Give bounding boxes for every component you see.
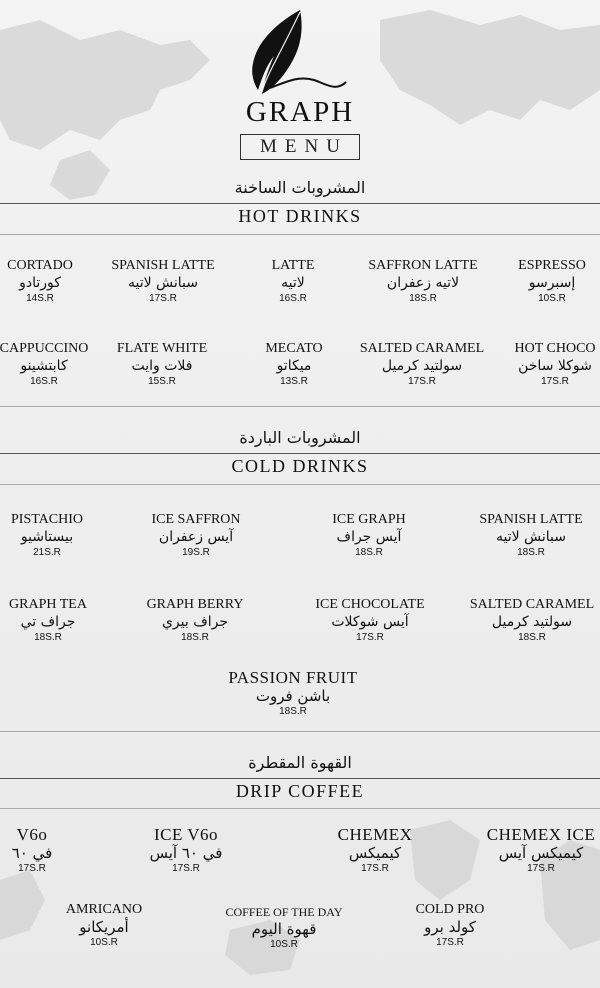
item-name: FLATE WHITE — [116, 341, 208, 356]
feather-logo-icon — [0, 6, 600, 96]
drip-section-divider — [0, 778, 600, 779]
menu-item-amricano — [66, 902, 142, 949]
item-name-ar: كيميكس آيس — [498, 844, 584, 862]
brand-name: GRAPH — [245, 96, 355, 128]
cold-section-divider — [0, 453, 600, 454]
item-price: 17S.R — [172, 863, 200, 874]
item-name-ar: كابتشينو — [20, 358, 68, 374]
menu-item-ice-v60 — [150, 825, 223, 875]
item-price: 17S.R — [149, 293, 177, 304]
item-name-ar: سولتيد كرميل — [491, 614, 573, 630]
item-name-ar: جراف بيري — [161, 614, 229, 630]
item-name: ICE GRAPH — [332, 512, 406, 527]
menu-item-coffee-of-the-day — [225, 904, 342, 951]
item-price: 18S.R — [181, 632, 209, 643]
item-name: GRAPH BERRY — [146, 597, 244, 612]
menu-item-spanish-latte — [111, 258, 214, 305]
menu-item-spanish-latte — [479, 512, 582, 559]
item-price: 19S.R — [182, 547, 210, 558]
item-price: 17S.R — [408, 376, 436, 387]
item-price: 18S.R — [355, 547, 383, 558]
item-price: 16S.R — [30, 376, 58, 387]
menu-item-hot-choco — [514, 341, 595, 388]
item-name-ar: سولتيد كرميل — [381, 358, 463, 374]
menu-item-salted-caramel — [360, 341, 484, 388]
menu-item-ice-graph — [332, 512, 406, 559]
item-name: CORTADO — [7, 258, 73, 273]
menu-label: MENU — [240, 134, 360, 160]
section-divider — [0, 406, 600, 407]
item-name: CAPPUCCINO — [0, 341, 89, 356]
item-name-ar: قهوة اليوم — [251, 920, 317, 938]
item-name: SAFFRON LATTE — [368, 258, 478, 273]
item-price: 18S.R — [517, 547, 545, 558]
item-name-ar: كيميكس — [348, 844, 402, 862]
section-divider — [0, 731, 600, 732]
menu-item-graph-berry — [147, 597, 244, 644]
item-name-ar: كولد برو — [424, 918, 476, 936]
section-divider — [0, 484, 600, 485]
item-name-ar: إسبرسو — [528, 275, 576, 291]
item-name-ar: فلات وايت — [131, 358, 193, 374]
item-name: ICE V6o — [153, 825, 219, 844]
item-name-ar: في ٦٠ — [11, 844, 53, 862]
item-name-ar: في ٦٠ آيس — [149, 844, 223, 862]
menu-item-graph-tea — [9, 597, 87, 644]
item-price: 10S.R — [270, 939, 298, 950]
item-name-ar: سبانش لاتيه — [495, 529, 567, 545]
menu-item-espresso — [518, 258, 586, 305]
item-price: 21S.R — [33, 547, 61, 558]
item-name-ar: آيس شوكلات — [331, 614, 409, 630]
item-name-ar: سبانش لاتيه — [127, 275, 199, 291]
cold-section-title: COLD DRINKS — [231, 456, 369, 476]
item-price: 13S.R — [280, 376, 308, 387]
item-name: SALTED CARAMEL — [469, 597, 595, 612]
item-name-ar: كورتادو — [19, 275, 61, 291]
item-name-ar: أمريكانو — [79, 918, 129, 936]
item-name: CHEMEX ICE — [486, 825, 596, 844]
item-name: PASSION FRUIT — [228, 668, 358, 687]
item-name: MECATO — [265, 341, 323, 356]
menu-item-cappuccino — [0, 341, 88, 388]
hot-section-divider — [0, 203, 600, 204]
item-name-ar: بيستاشيو — [20, 529, 74, 545]
drip-section-title: DRIP COFFEE — [235, 781, 365, 801]
item-name-ar: باشن فروت — [255, 687, 331, 705]
item-name: COLD PRO — [415, 902, 485, 917]
menu-item-ice-saffron — [151, 512, 240, 559]
item-name: PISTACHIO — [11, 512, 83, 527]
item-price: 10S.R — [90, 937, 118, 948]
menu-item-ice-chocolate — [315, 597, 424, 644]
item-price: 17S.R — [541, 376, 569, 387]
item-name: GRAPH TEA — [9, 597, 87, 612]
menu-item-mecato — [265, 341, 322, 388]
item-name-ar: لاتيه — [281, 275, 305, 291]
item-name: ESPRESSO — [518, 258, 586, 273]
menu-item-salted-caramel — [470, 597, 594, 644]
item-name-ar: ميكاتو — [276, 358, 312, 374]
item-name: COFFEE OF THE DAY — [225, 905, 343, 919]
item-name: ICE CHOCOLATE — [315, 597, 425, 612]
item-name-ar: آيس جراف — [336, 529, 402, 545]
item-price: 15S.R — [148, 376, 176, 387]
section-divider — [0, 808, 600, 809]
item-price: 18S.R — [409, 293, 437, 304]
item-name-ar: لاتيه زعفران — [386, 275, 460, 291]
item-price: 18S.R — [279, 706, 307, 717]
hot-section-title: HOT DRINKS — [238, 206, 362, 226]
item-name: SPANISH LATTE — [111, 258, 215, 273]
item-price: 17S.R — [527, 863, 555, 874]
item-name-ar: شوكلا ساخن — [518, 358, 592, 374]
menu-item-pistachio — [11, 512, 83, 559]
item-name: HOT CHOCO — [514, 341, 596, 356]
menu-item-cold-pro — [416, 902, 485, 949]
item-name: SALTED CARAMEL — [359, 341, 485, 356]
menu-item-cortado — [7, 258, 73, 305]
item-price: 17S.R — [356, 632, 384, 643]
section-divider — [0, 234, 600, 235]
item-name-ar: آيس زعفران — [158, 529, 234, 545]
item-price: 17S.R — [361, 863, 389, 874]
item-price: 17S.R — [436, 937, 464, 948]
item-name: LATTE — [271, 258, 315, 273]
hot-section-title-ar: المشروبات الساخنة — [234, 178, 366, 197]
cold-section-title-ar: المشروبات الباردة — [239, 428, 361, 447]
item-price: 10S.R — [538, 293, 566, 304]
menu-item-v60 — [12, 825, 53, 875]
menu-item-chemex-ice — [487, 825, 595, 875]
item-price: 18S.R — [34, 632, 62, 643]
drip-section-title-ar: القهوة المقطرة — [248, 753, 352, 772]
menu-item-flate-white — [117, 341, 207, 388]
item-name: CHEMEX — [337, 825, 413, 844]
item-name: V6o — [16, 825, 48, 844]
item-price: 14S.R — [26, 293, 54, 304]
menu-item-saffron-latte — [368, 258, 477, 305]
item-name-ar: جراف تي — [20, 614, 76, 630]
item-name: SPANISH LATTE — [479, 512, 583, 527]
menu-item-latte — [272, 258, 315, 305]
menu-item-chemex — [338, 825, 413, 875]
item-price: 16S.R — [279, 293, 307, 304]
item-price: 17S.R — [18, 863, 46, 874]
item-price: 18S.R — [518, 632, 546, 643]
item-name: ICE SAFFRON — [151, 512, 241, 527]
menu-item-passion-fruit — [228, 668, 357, 718]
item-name: AMRICANO — [65, 902, 143, 917]
